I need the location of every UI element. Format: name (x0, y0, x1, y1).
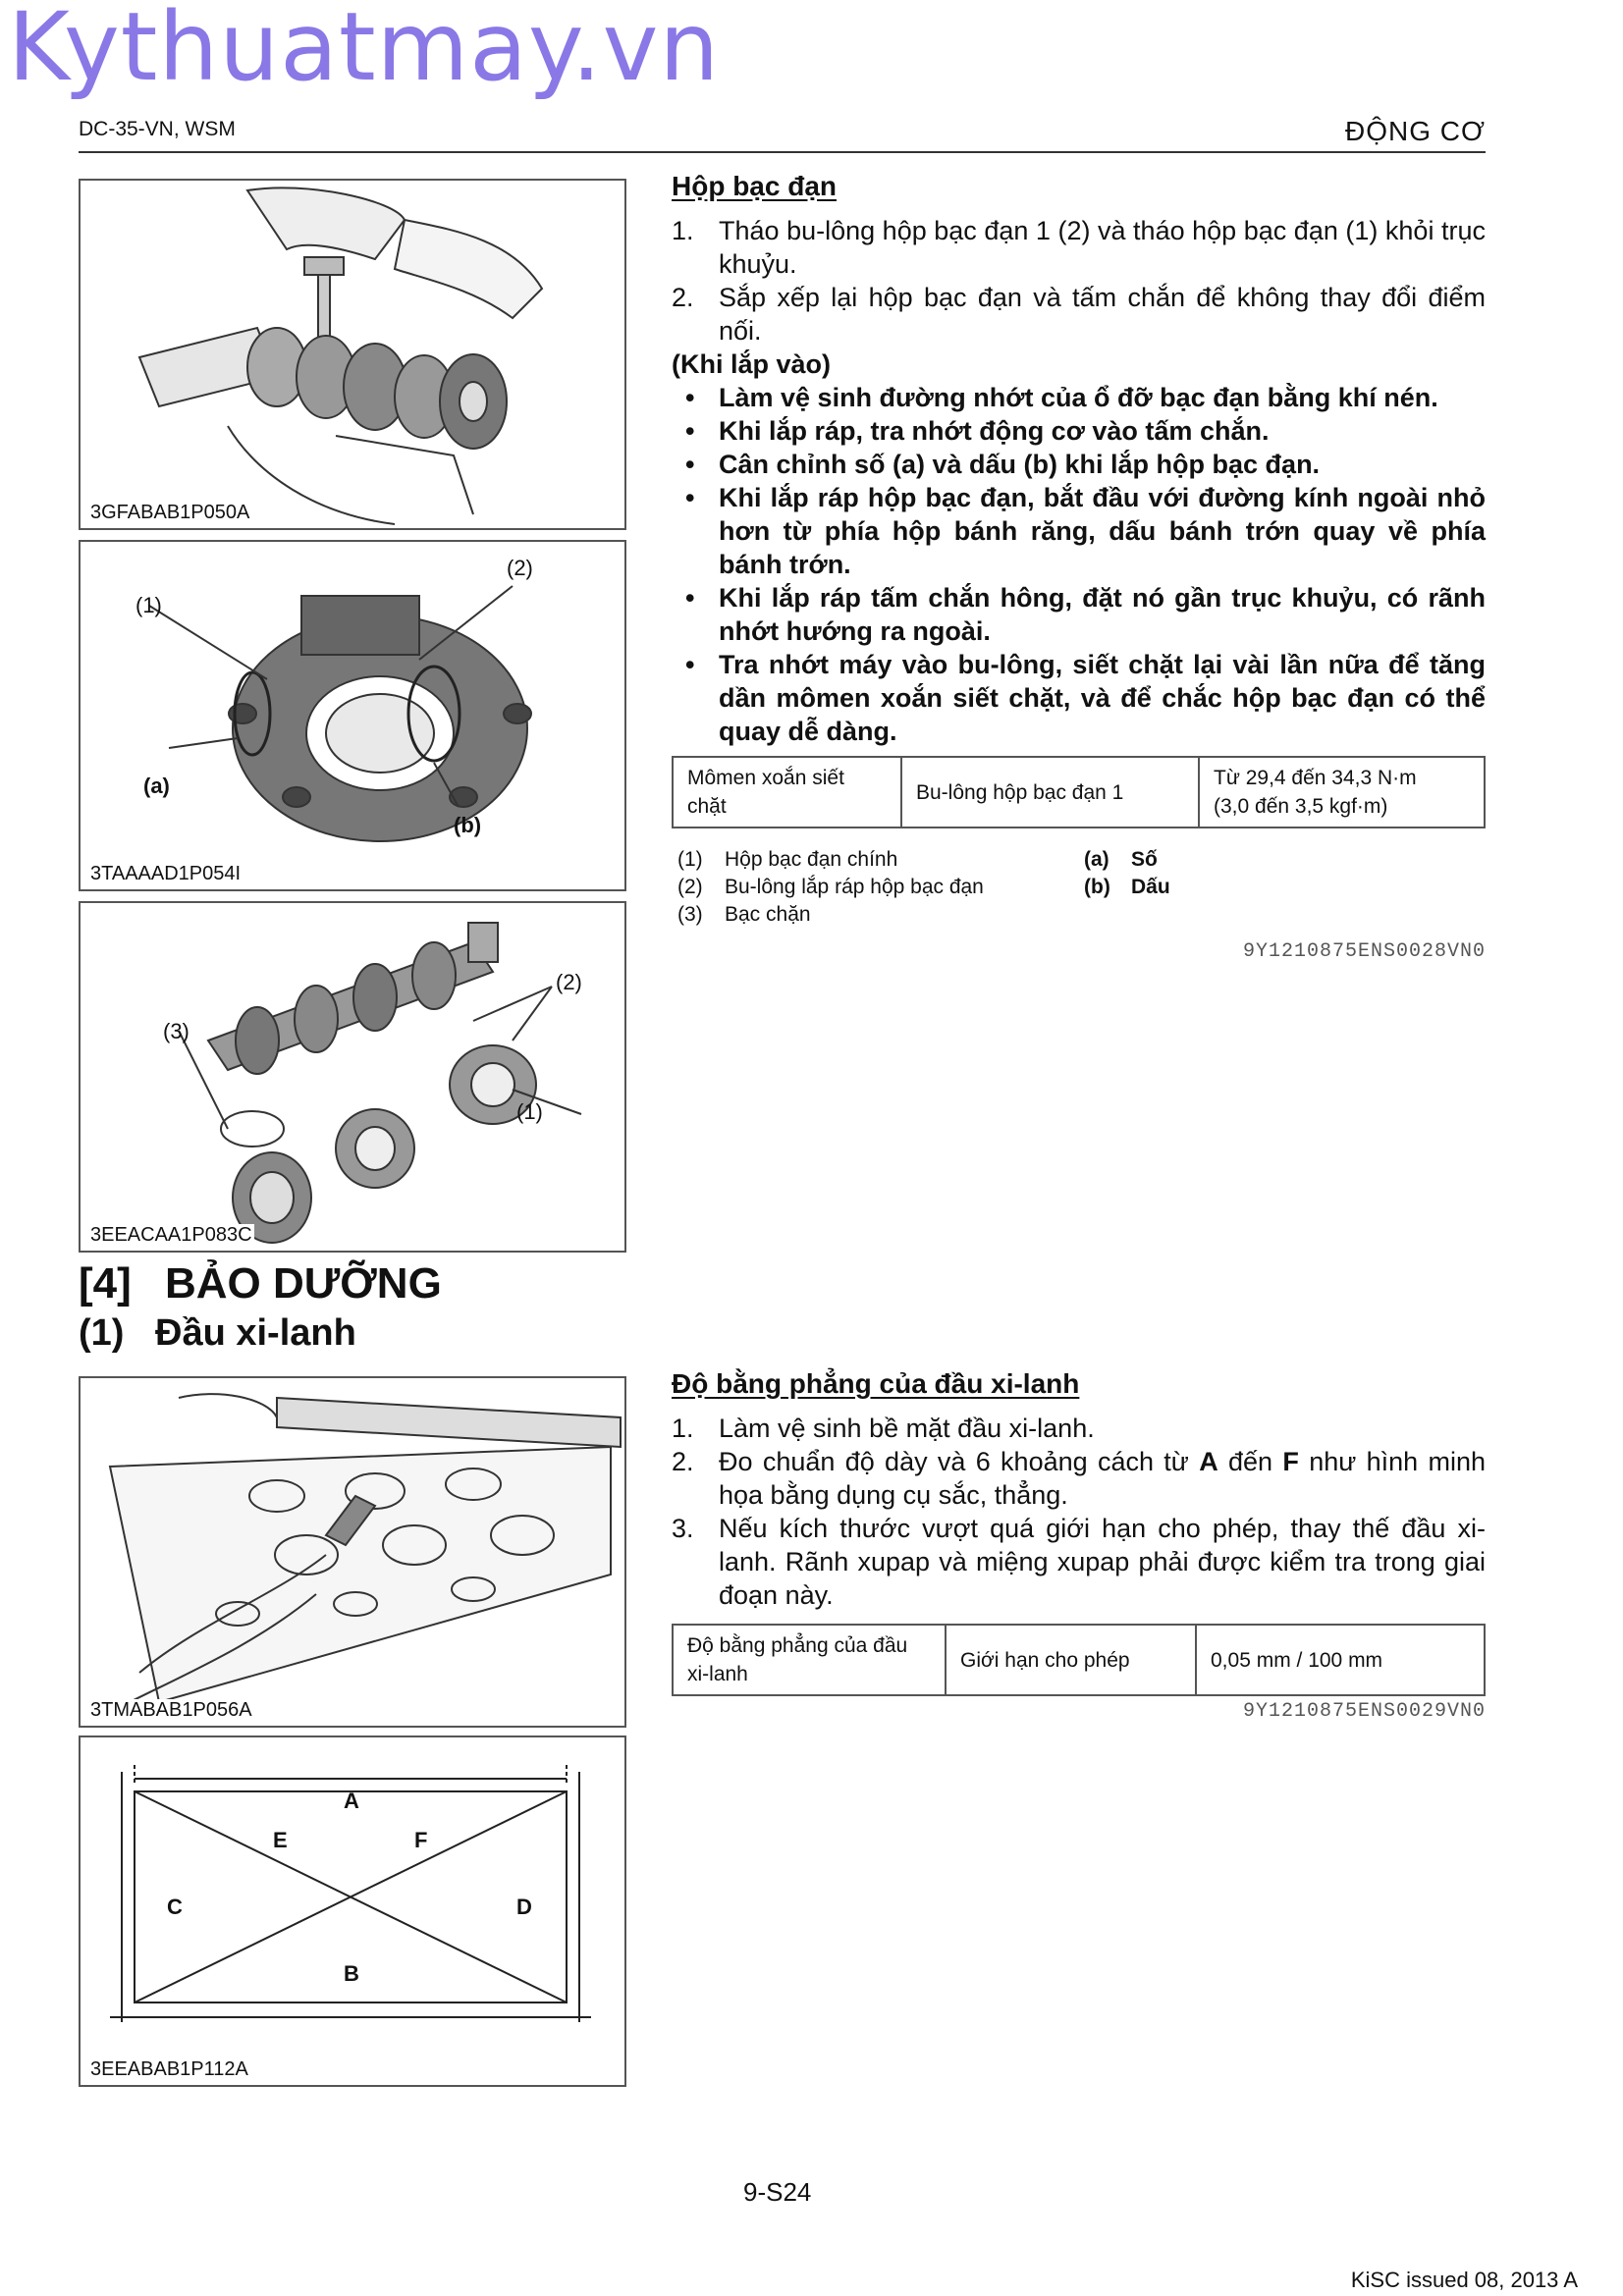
diagram-label: E (273, 1828, 288, 1852)
figure-caption: 3TAAAAD1P054I (90, 863, 242, 884)
bullet-item: • Khi lắp ráp tấm chắn hông, đặt nó gần trục khuỷu, có rãnh nhớt hướng ra ngoài. (672, 581, 1486, 648)
callout-label: (2) (507, 556, 533, 580)
callout-label: (1) (516, 1099, 543, 1124)
figure-caption: 3TMABAB1P056A (90, 1699, 252, 1721)
section-heading: [4] BẢO DƯỠNG (79, 1259, 442, 1308)
bearing-case-section (672, 171, 1486, 748)
figure-cylinder-head (79, 1376, 626, 1728)
cylinder-head-straightedge-icon (81, 1378, 624, 1726)
step-item: 2. Sắp xếp lại hộp bạc đạn và tấm chắn để không thay đổi điểm nối. (672, 283, 1486, 346)
note-heading: (Khi lắp vào) (672, 349, 832, 379)
callout-label: (2) (556, 970, 582, 994)
diagram-label: F (414, 1828, 428, 1852)
reference-code: 9Y1210875ENS0028VN0 (1242, 940, 1486, 963)
step-list (672, 1412, 1486, 1612)
bearing-case-removal-icon (81, 181, 624, 528)
spec-item: Giới hạn cho phép (946, 1625, 1196, 1695)
legend-row: (2) Bu-lông lắp ráp hộp bạc đạn (b) Dấu (677, 876, 1170, 898)
diagram-label: A (344, 1789, 359, 1813)
bearing-case-icon (81, 542, 624, 889)
spec-label: Độ bằng phẳng của đầu xi-lanh (673, 1625, 946, 1695)
subsection-heading: (1) Đầu xi-lanh (79, 1312, 356, 1354)
parts-legend (677, 846, 1483, 929)
flatness-spec-table-wrap (672, 1624, 1486, 1696)
figure-caption: 3EEABAB1P112A (90, 2058, 248, 2080)
bullet-item: • Khi lắp ráp hộp bạc đạn, bắt đầu với đường kính ngoài nhỏ hơn từ phía hộp bánh răng, dấu bánh trớn quay về phía bánh trớn. (672, 481, 1486, 581)
legend-row: (1) Hộp bạc đạn chính (a) Số (677, 848, 1158, 871)
flatness-section (672, 1368, 1486, 1612)
header-divider (79, 151, 1486, 153)
bullet-item: • Cân chỉnh số (a) và dấu (b) khi lắp hộp bạc đạn. (672, 448, 1486, 481)
step-item: 2. Đo chuẩn độ dày và 6 khoảng cách từ A đến F như hình minh họa bằng dụng cụ sắc, thẳng. (672, 1447, 1486, 1510)
torque-spec-table-wrap (672, 756, 1486, 828)
step-item: 3. Nếu kích thước vượt quá giới hạn cho phép, thay thế đầu xi-lanh. Rãnh xupap và miệng xupap phải được kiểm tra trong giai đoạn này. (672, 1514, 1486, 1610)
step-item: 1. Làm vệ sinh bề mặt đầu xi-lanh. (672, 1414, 1095, 1443)
diagram-label: D (516, 1895, 532, 1919)
figure-flatness-diagram (79, 1735, 626, 2087)
callout-label: (3) (163, 1019, 189, 1043)
figure-bearing-case (79, 540, 626, 891)
callout-label: (a) (143, 774, 170, 798)
step-list (672, 214, 1486, 347)
watermark: Kythuatmay.vn (8, 0, 721, 102)
page-number: 9-S24 (743, 2177, 812, 2207)
callout-label: (b) (454, 813, 482, 837)
spec-value: Từ 29,4 đến 34,3 N·m (3,0 đến 3,5 kgf·m) (1199, 757, 1485, 828)
bullet-item: • Làm vệ sinh đường nhớt của ổ đỡ bạc đạn bằng khí nén. (672, 381, 1486, 414)
torque-spec-table (672, 756, 1486, 828)
figure-caption: 3EEACAA1P083C (90, 1224, 252, 1246)
figure-bearing-removal (79, 179, 626, 530)
spec-label: Mômen xoắn siết chặt (673, 757, 901, 828)
step-item: 1. Tháo bu-lông hộp bạc đạn 1 (2) và tháo hộp bạc đạn (1) khỏi trục khuỷu. (672, 216, 1486, 279)
manual-code: DC-35-VN, WSM (79, 118, 236, 140)
reference-code: 9Y1210875ENS0029VN0 (1242, 1700, 1486, 1723)
chapter-title: ĐỘNG CƠ (1344, 116, 1486, 146)
section-title: Hộp bạc đạn (672, 171, 838, 201)
diagram-label: C (167, 1895, 183, 1919)
legend-row: (3) Bạc chặn (677, 903, 811, 926)
spec-value: 0,05 mm / 100 mm (1196, 1625, 1485, 1695)
callout-label: (1) (135, 593, 162, 617)
flatness-spec-table (672, 1624, 1486, 1696)
spec-item: Bu-lông hộp bạc đạn 1 (901, 757, 1199, 828)
diagram-label: B (344, 1961, 359, 1986)
figure-caption: 3GFABAB1P050A (90, 502, 250, 523)
issue-footer: KiSC issued 08, 2013 A (1350, 2268, 1578, 2292)
crankshaft-parts-icon (81, 903, 624, 1251)
section-title: Độ bằng phẳng của đầu xi-lanh (672, 1368, 1080, 1399)
bullet-item: • Tra nhớt máy vào bu-lông, siết chặt lại vài lần nữa để tăng dần mômen xoắn siết chặt, và để chắc hộp bạc đạn có thể quay dễ dàng. (672, 648, 1486, 748)
bullet-list (672, 381, 1486, 748)
figure-crankshaft-parts (79, 901, 626, 1253)
bullet-item: • Khi lắp ráp, tra nhớt động cơ vào tấm chắn. (672, 414, 1486, 448)
